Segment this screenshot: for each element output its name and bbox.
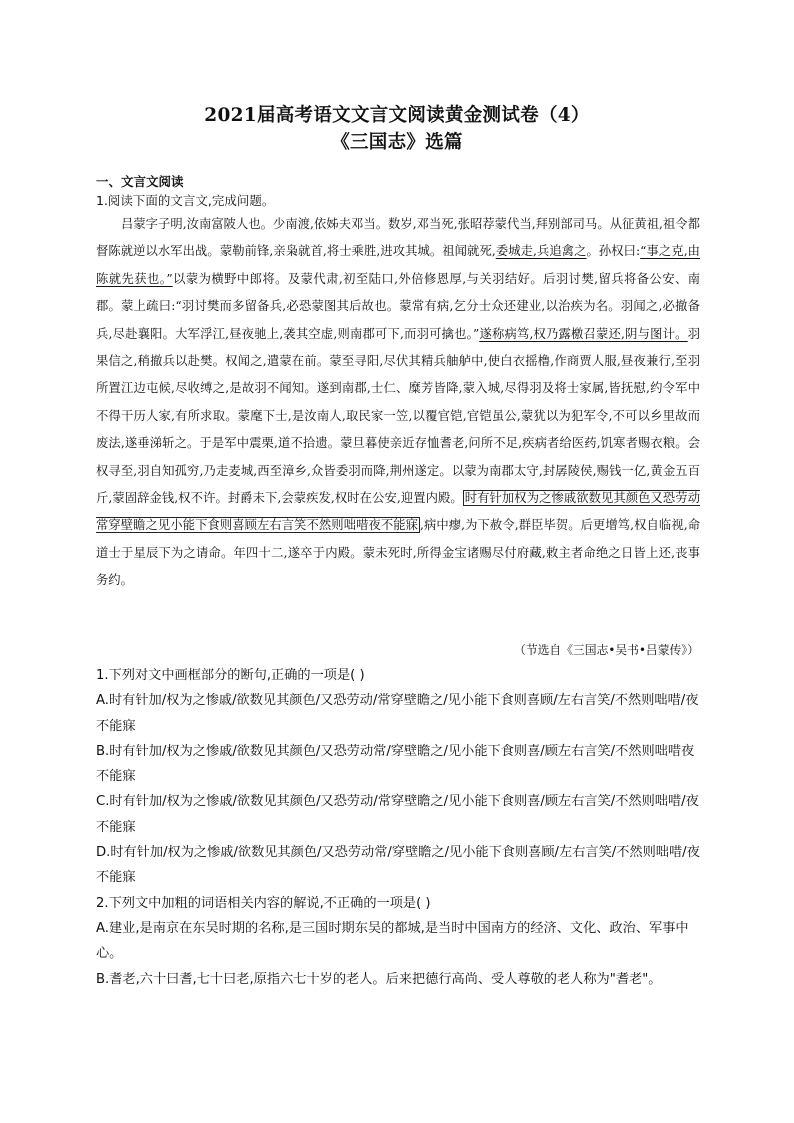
question-1-option-b: B.时有针加/权为之惨戚/欲数见其颜色/又恐劳动常/穿壁瞻之/见小能下食则喜/顾左右言笑/不然则咄唶夜不能寐 [96,743,695,785]
passage-text-4: 羽果信之,稍撤兵以赴樊。权闻之,遣蒙在前。蒙至寻阳,尽伏其精兵舳舻中,使白衣摇橹,作商贾人服,昼夜兼行,至羽所置江边屯候,尽收缚之,是故羽不闻知。遂到南郡,士仁、糜芳皆降,蒙入城,尽得羽及将士家属,皆抚慰,约令军中不得干历人家,有所求取。蒙麾下士,是汝南人,取民家一笠,以覆官铠,官铠虽公,蒙犹以为犯军令,不可以乡里故而废法,遂垂涕斩之。于是军中震栗,道不拾遗。蒙旦暮使亲近存恤耆老,问所不足,疾病者给医药,饥寒者赐衣粮。会权寻至,羽自知孤穷,乃走麦城,西至漳乡,众皆委羽而降,荆州遂定。以蒙为南郡太守,封孱陵侯,赐钱一亿,黄金五百斤,蒙固辞金钱,权不许。封爵未下,会蒙疾发,权时在公安,迎置内殿。 [96,326,700,506]
underlined-phrase-1: 委城走,兵追禽之 [495,244,587,259]
question-1-stem: 1.下列对文中画框部分的断句,正确的一项是( ) [96,668,365,683]
underlined-phrase-3: 遂称病笃,权乃露檄召蒙还,阴与图计。 [479,326,688,341]
passage-text-5: ,病中瘳,为下赦令,群臣毕贺。后更增笃,权自临视,命道士于星辰下为之请命。年四十二,遂卒于内殿。蒙未死时,所得金宝诸赐尽付府藏,敕主者命绝之日皆上还,丧事务约。 [96,518,700,588]
source-citation: （节选自《三国志•吴书•吕蒙传》） [514,643,699,657]
doc-title: 2021届高考语文文言文阅读黄金测试卷（4） [204,105,590,126]
question-1-option-d: D.时有针加/权为之惨戚/欲数见其颜色/又恐劳动常/穿壁瞻之/见小能下食则喜顾/左右言笑/不然则咄唶/夜不能寐 [96,845,700,886]
classical-passage [96,211,700,595]
doc-subtitle: 《三国志》选篇 [331,132,463,153]
question-intro: 1.阅读下面的文言文,完成问题。 [96,193,275,208]
underlined-phrase-2: “事之克,由陈就先获也。” [96,244,700,286]
section-heading: 一、文言文阅读 [96,174,184,189]
boxed-sentence: 时有针加权为之惨戚欲数见其颜色又恐劳动常穿壁瞻之见小能下食则喜顾左右言笑不然则咄唶夜不能寐 [96,491,700,533]
question-2-stem: 2.下列文中加粗的词语相关内容的解说,不正确的一项是( ) [96,895,431,911]
question-1-option-a: A.时有针加/权为之惨戚/欲数见其颜色/又恐劳动/常穿壁瞻之/见小能下食则喜顾/左右言笑/不然则咄唶/夜不能寐 [96,693,699,734]
question-1 [96,663,700,992]
question-2-option-b: B.耆老,六十曰耆,七十曰老,原指六七十岁的老人。后来把德行高尚、受人尊敬的老人称为"耆老"。 [96,971,662,987]
question-1-option-c: C.时有针加/权为之惨戚/欲数见其颜色/又恐劳动/常穿壁瞻之/见小能下食则喜/顾左右言笑/不然则咄唶/夜不能寐 [96,794,699,835]
passage-text-2: 。孙权曰: [586,244,641,259]
passage-text-3: 以蒙为横野中郎将。及蒙代肃,初至陆口,外倍修恩厚,与关羽结好。后羽讨樊,留兵将备公安、南郡。蒙上疏曰:“羽讨樊而多留备兵,必恐蒙图其后故也。蒙常有病,乞分士众还建业,以治疾为名。羽闻之,必撤备兵,尽赴襄阳。大军浮江,昼夜驰上,袭其空虚,则南郡可下,而羽可擒也。” [96,271,701,341]
question-2-option-a: A.建业,是南京在东吴时期的名称,是三国时期东吴的都城,是当时中国南方的经济、文化、政治、军事中心。 [96,920,689,962]
passage-text-1: 吕蒙字子明,汝南富陂人也。少南渡,依姊夫邓当。数岁,邓当死,张昭荐蒙代当,拜别部司马。从征黄祖,祖令都督陈就逆以水军出战。蒙勒前锋,亲枭就首,将士乘胜,进攻其城。祖闻就死, [96,217,700,259]
